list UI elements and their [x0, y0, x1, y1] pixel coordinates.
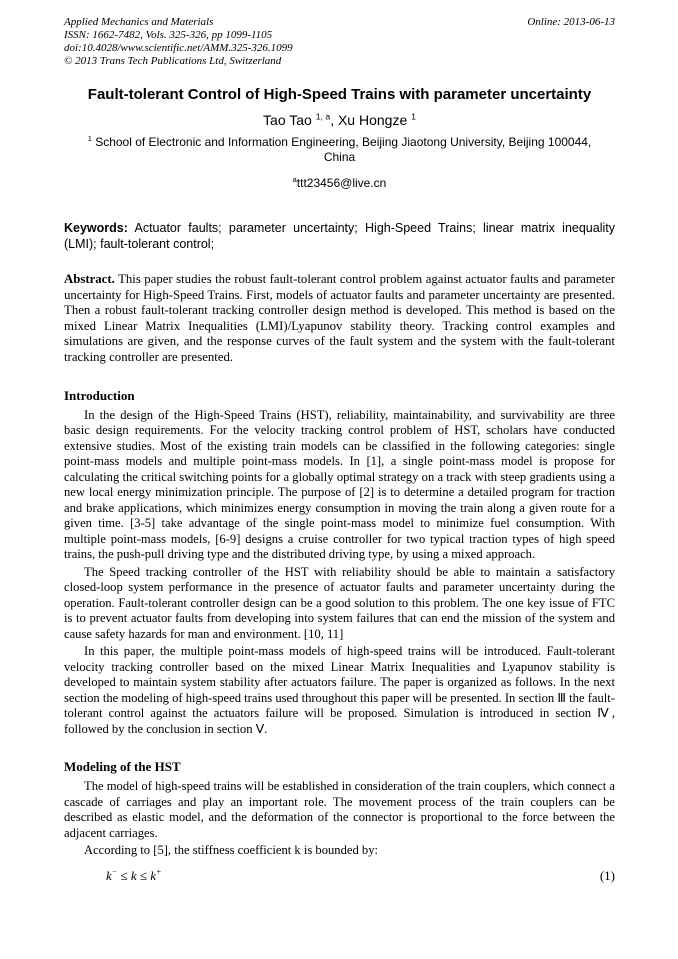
author-1-superscript: 1, a	[315, 111, 331, 122]
section-heading-introduction: Introduction	[64, 387, 135, 403]
introduction-paragraph-1: In the design of the High-Speed Trains (HST), reliability, maintainability, and survivability are three basic design requirements. For the velocity tracking control problem of HST, scholars have conducted extensive studies. Most of the existing train models can be classified in the following categories: single point-mass models and multiple point-mass models. In [1], a single point-mass model is propose for calculating the critical switching points for a globally optimal strategy on a track with steep gradients using a new local energy minimization principle. The purpose of [2] is to determine a detailed program for traction and brake applications, which minimizes energy consumption in moving the train along a given route for a given time. [3-5] take advantage of the single point-mass model to minimize fuel consumption. With multiple point-mass models, [6-9] designs a cruise controller for two typical traction types of high speed trains, the push-pull driving type and the distributed driving type, by using a mixed approach.	[64, 407, 615, 562]
affiliation-text: School of Electronic and Information Engineering, Beijing Jiaotong University, Beijing 100044, China	[91, 135, 592, 164]
equation-1-row	[64, 868, 615, 884]
equation-1-number: (1)	[599, 867, 615, 883]
author-2-superscript: 1	[411, 111, 416, 122]
introduction-paragraph-3: In this paper, the multiple point-mass models of high-speed trains will be introduced. Fault-tolerant velocity tracking controller based on the mixed Linear Matrix Inequalities and Lyapunov stability is developed to maintain system stability after actuators failure. The paper is organized as follows. In the next section the modeling of high-speed trains used throughout this paper will be presented. In section Ⅲ the fault-tolerant control against the actuators failure will be proposed. Simulation is introduced in section Ⅳ, followed by the conclusion in section Ⅴ.	[64, 644, 615, 736]
author-2-name: , Xu Hongze	[330, 112, 412, 128]
online-date: Online: 2013-06-13	[527, 16, 615, 28]
section-heading-modeling: Modeling of the HST	[64, 759, 181, 775]
abstract-text: This paper studies the robust fault-tolerant control problem against actuator faults and parameter uncertainty for High-Speed Trains. First, models of actuator faults and parameter uncertainty are presented. Then a robust fault-tolerant tracking controller design method is developed. This method is based on the mixed Linear Matrix Inequalities (LMI)/Lyapunov stability theory. Tracking control examples and simulations are given, and the response curves of the fault system and the system with the fault-tolerant tracking controller are presented.	[64, 272, 616, 364]
equation-1-superscript-plus: +	[156, 867, 162, 877]
affiliation-superscript: 1	[87, 134, 92, 143]
section-introduction	[64, 388, 615, 738]
journal-info-block	[64, 16, 293, 68]
paper-title: Fault-tolerant Control of High-Speed Trains with parameter uncertainty	[87, 86, 592, 103]
journal-issn-line: ISSN: 1662-7482, Vols. 325-326, pp 1099-1105	[64, 29, 273, 41]
affiliation-line	[64, 135, 615, 165]
keywords-label: Keywords:	[64, 221, 128, 235]
email-superscript: a	[292, 175, 297, 184]
authors-line	[64, 112, 615, 128]
modeling-paragraph-2: According to [5], the stiffness coefficient k is bounded by:	[84, 843, 379, 858]
keywords-text: Actuator faults; parameter uncertainty; High-Speed Trains; linear matrix inequality (LMI); fault-tolerant control;	[64, 221, 615, 251]
journal-name: Applied Mechanics and Materials	[64, 16, 214, 28]
equation-1-middle: ≤ k ≤ k	[117, 867, 157, 883]
author-email	[64, 176, 615, 190]
keywords-block	[64, 220, 615, 252]
equation-1-superscript-minus: −	[111, 867, 118, 877]
author-1-name: Tao Tao	[263, 112, 316, 128]
modeling-paragraph-1: The model of high-speed trains will be established in consideration of the train couplers, which connect a cascade of carriages and play an important role. The movement process of the train couplers can be described as elastic model, and the deformation of the connector is proportional to the force between the adjacent carriages.	[64, 779, 615, 840]
abstract-label: Abstract.	[64, 272, 115, 286]
journal-doi-line: doi:10.4028/www.scientific.net/AMM.325-326.1099	[64, 42, 293, 54]
introduction-paragraph-2: The Speed tracking controller of the HST with reliability should be able to maintain a satisfactory closed-loop system performance in the presence of actuator faults and parameter uncertainty during the operation. Fault-tolerant controller design can be a good solution to this problem. The one key issue of FTC is to prevent actuator faults from developing into system failures that can end the mission of the system and cause safety hazards for man and environment. [10, 11]	[64, 564, 615, 641]
journal-header	[64, 16, 615, 68]
abstract-block	[64, 272, 615, 366]
equation-1-var-1: k	[106, 867, 112, 883]
journal-copyright-line: © 2013 Trans Tech Publications Ltd, Switzerland	[64, 55, 282, 67]
section-modeling	[64, 759, 615, 884]
email-text: ttt23456@live.cn	[296, 176, 387, 190]
equation-1-expression	[106, 868, 161, 884]
